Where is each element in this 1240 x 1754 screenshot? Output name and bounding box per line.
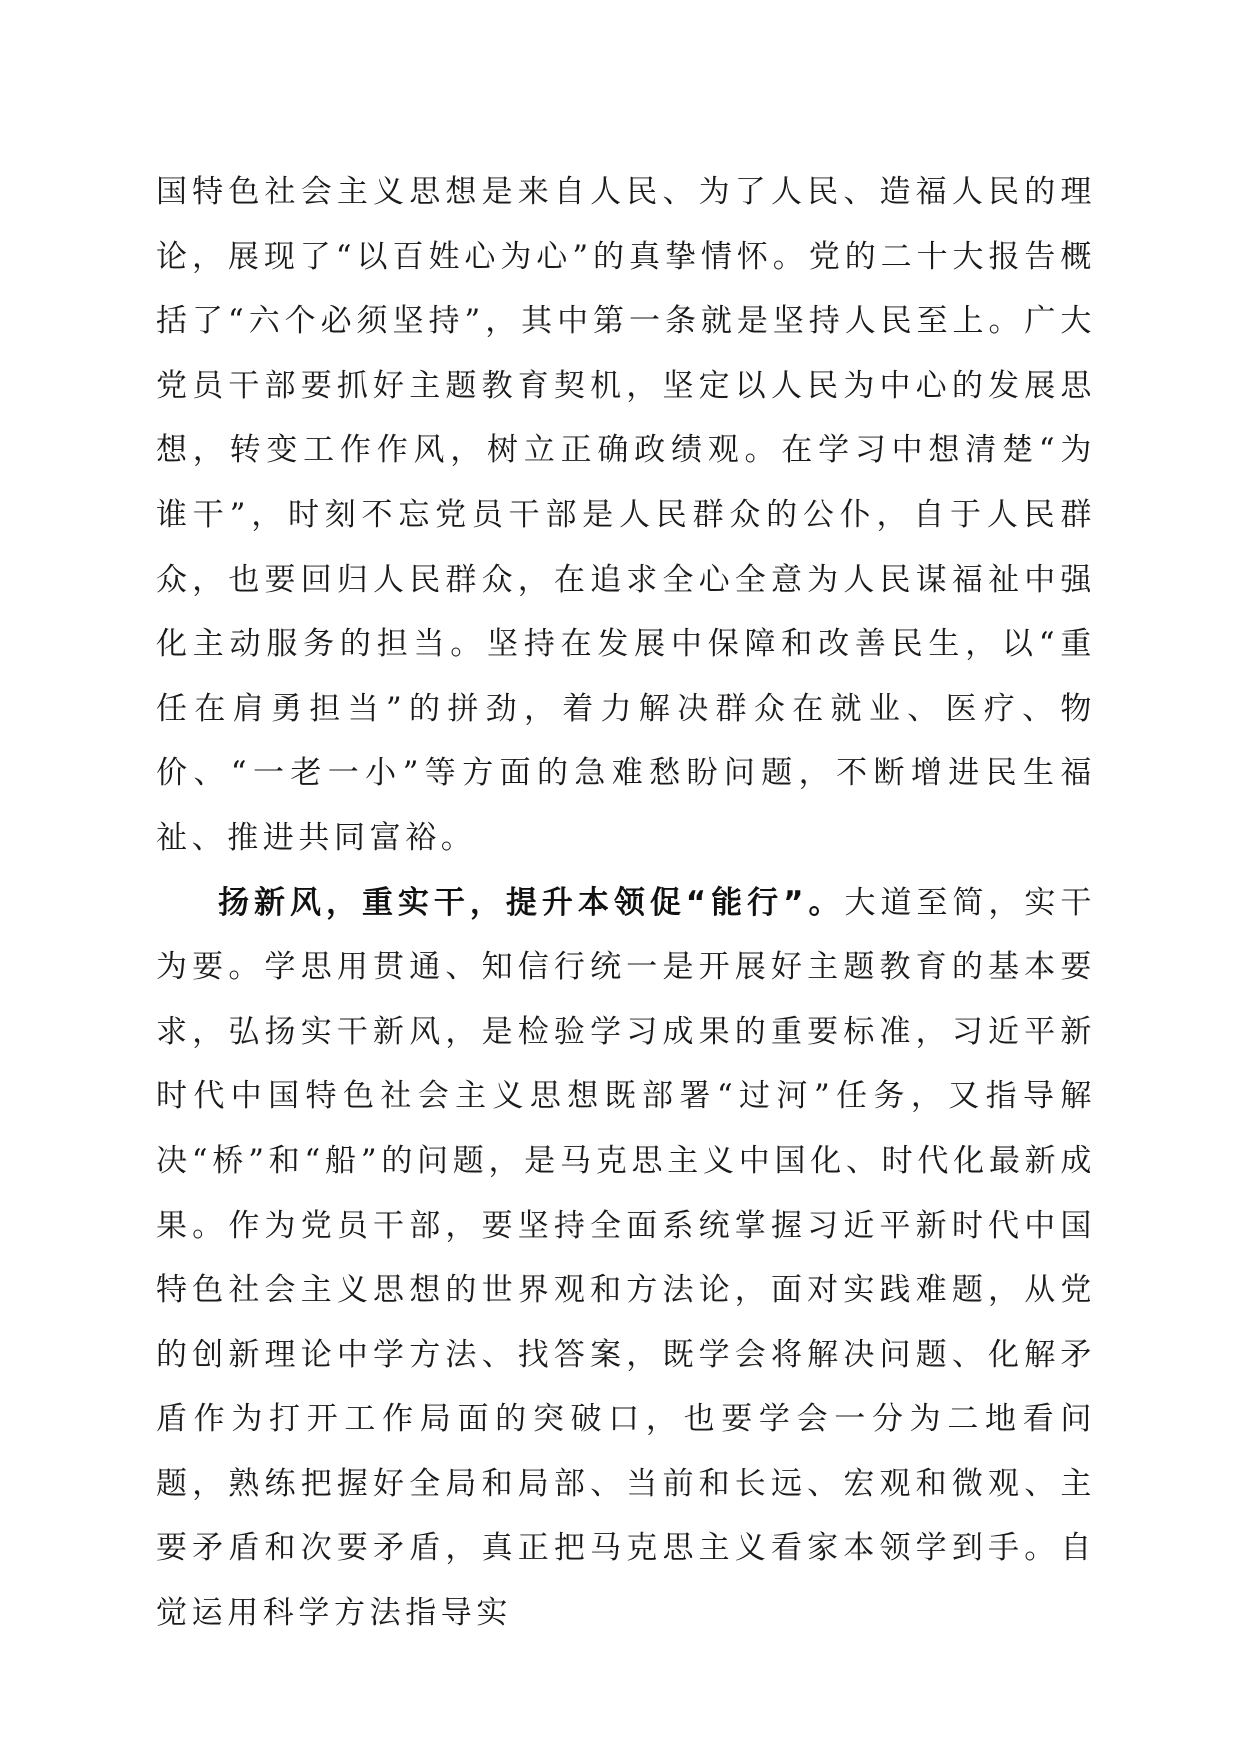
paragraph-text: 大道至简，实干为要。学思用贯通、知信行统一是开展好主题教育的基本要求，弘扬实干新风，是检验学习成果的重要标准，习近平新时代中国特色社会主义思想既部署“过河”任务，又指导解决“桥”和“船”的问题，是马克思主义中国化、时代化最新成果。作为党员干部，要坚持全面系统掌握习近平新时代中国特色社会主义思想的世界观和方法论，面对实践难题，从党的创新理论中学方法、找答案，既学会将解决问题、化解矛盾作为打开工作局面的突破口，也要学会一分为二地看问题，熟练把握好全局和局部、当前和长远、宏观和微观、主要矛盾和次要矛盾，真正把马克思主义看家本领学到手。自觉运用科学方法指导实 [156, 884, 1096, 1632]
paragraph-text: 国特色社会主义思想是来自人民、为了人民、造福人民的理论，展现了“以百姓心为心”的真挚情怀。党的二十大报告概括了“六个必须坚持”，其中第一条就是坚持人民至上。广大党员干部要抓好主题教育契机，坚定以人民为中心的发展思想，转变工作作风，树立正确政绩观。在学习中想清楚“为谁干”，时刻不忘党员干部是人民群众的公仆，自于人民群众，也要回归人民群众，在追求全心全意为人民谋福祉中强化主动服务的担当。坚持在发展中保障和改善民生，以“重任在肩勇担当”的拼劲，着力解决群众在就业、医疗、物价、“一老一小”等方面的急难愁盼问题，不断增进民生福祉、推进共同富裕。 [156, 174, 1096, 856]
paragraph-continued [156, 160, 1096, 871]
document-body [156, 160, 1096, 1646]
section-lead-heading: 扬新风，重实干，提升本领促“能行”。 [218, 884, 845, 921]
paragraph-new-section [156, 871, 1096, 1646]
